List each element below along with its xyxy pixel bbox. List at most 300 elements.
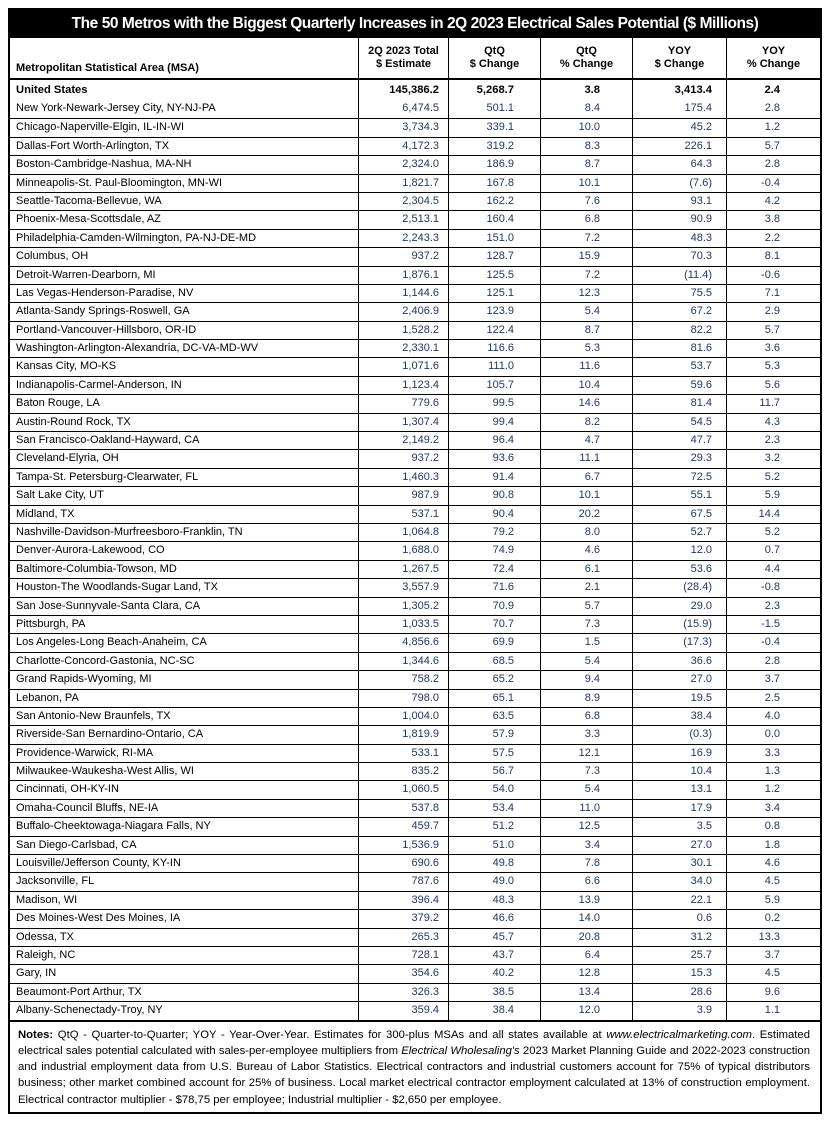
value-cell: 145,386.2 — [358, 80, 448, 100]
msa-cell: Detroit-Warren-Dearborn, MI — [16, 268, 156, 281]
value-cell: 70.9 — [448, 598, 540, 615]
value-cell: 1,821.7 — [358, 175, 448, 192]
msa-cell: Jacksonville, FL — [16, 875, 95, 888]
value-cell: 1,528.2 — [358, 322, 448, 339]
value-cell: 4,172.3 — [358, 138, 448, 155]
value-cell: 3.4 — [540, 837, 632, 854]
table-row — [10, 872, 820, 890]
value-cell: 2.8 — [726, 100, 820, 118]
value-cell: 8.9 — [540, 690, 632, 707]
value-cell: 1.1 — [726, 1002, 820, 1019]
value-cell: 7.3 — [540, 616, 632, 633]
value-cell: 10.4 — [632, 763, 726, 780]
value-cell: 59.6 — [632, 377, 726, 394]
value-cell: 1.2 — [726, 781, 820, 798]
table-row — [10, 762, 820, 780]
table-row — [10, 192, 820, 210]
table-row — [10, 321, 820, 339]
table-row — [10, 174, 820, 192]
column-header-total-estimate — [358, 38, 448, 78]
table-row — [10, 247, 820, 265]
value-cell: 54.5 — [632, 414, 726, 431]
value-cell: 7.1 — [726, 285, 820, 302]
value-cell: 1,060.5 — [358, 781, 448, 798]
value-cell: 5.7 — [726, 322, 820, 339]
value-cell: 14.6 — [540, 395, 632, 412]
value-cell: 3.7 — [726, 947, 820, 964]
value-cell: 10.1 — [540, 175, 632, 192]
value-cell: 1,071.6 — [358, 358, 448, 375]
value-cell: 5,268.7 — [448, 80, 540, 100]
value-cell: 90.4 — [448, 506, 540, 523]
value-cell: 116.6 — [448, 340, 540, 357]
value-cell: 8.4 — [540, 100, 632, 118]
value-cell: 5.7 — [726, 138, 820, 155]
value-cell: 69.9 — [448, 634, 540, 651]
value-cell: 79.2 — [448, 524, 540, 541]
table-row — [10, 100, 820, 118]
value-cell: 4.5 — [726, 965, 820, 982]
value-cell: 8.2 — [540, 414, 632, 431]
table-row — [10, 928, 820, 946]
table-row — [10, 302, 820, 320]
value-cell: 175.4 — [632, 100, 726, 118]
value-cell: 2.4 — [726, 80, 820, 100]
value-cell: 265.3 — [358, 929, 448, 946]
header-line: $ Estimate — [375, 58, 432, 70]
table-row — [10, 560, 820, 578]
value-cell: 68.5 — [448, 653, 540, 670]
value-cell: 1,305.2 — [358, 598, 448, 615]
msa-cell: Los Angeles-Long Beach-Anaheim, CA — [16, 636, 207, 649]
msa-cell: Philadelphia-Camden-Wilmington, PA-NJ-DE-MD — [16, 231, 257, 244]
value-cell: 2.1 — [540, 579, 632, 596]
value-cell: (17.3) — [632, 634, 726, 651]
value-cell: 3.7 — [726, 671, 820, 688]
table-row — [10, 707, 820, 725]
table-row — [10, 468, 820, 486]
value-cell: 71.6 — [448, 579, 540, 596]
value-cell: 2,304.5 — [358, 193, 448, 210]
value-cell: 11.6 — [540, 358, 632, 375]
value-cell: 319.2 — [448, 138, 540, 155]
table-row — [10, 376, 820, 394]
value-cell: 93.6 — [448, 450, 540, 467]
value-cell: 75.5 — [632, 285, 726, 302]
value-cell: 3.8 — [540, 80, 632, 100]
value-cell: 13.3 — [726, 929, 820, 946]
value-cell: 27.0 — [632, 837, 726, 854]
table-title: The 50 Metros with the Biggest Quarterly Increases in 2Q 2023 Electrical Sales Potential ($ Millions) — [10, 10, 820, 38]
msa-cell: United States — [16, 84, 88, 96]
table-row — [10, 983, 820, 1001]
value-cell: 53.6 — [632, 561, 726, 578]
value-cell: 0.2 — [726, 910, 820, 927]
value-cell: 52.7 — [632, 524, 726, 541]
value-cell: -0.4 — [726, 175, 820, 192]
table-row — [10, 744, 820, 762]
value-cell: 12.1 — [540, 745, 632, 762]
table-row — [10, 486, 820, 504]
table-row — [10, 578, 820, 596]
header-line: QtQ — [576, 44, 597, 57]
table-body — [10, 100, 820, 1020]
value-cell: 1.5 — [540, 634, 632, 651]
value-cell: 1.8 — [726, 837, 820, 854]
value-cell: 64.3 — [632, 156, 726, 173]
msa-cell: Madison, WI — [16, 893, 78, 906]
value-cell: 4.6 — [540, 542, 632, 559]
value-cell: 96.4 — [448, 432, 540, 449]
table-row — [10, 909, 820, 927]
msa-cell: Raleigh, NC — [16, 948, 76, 961]
value-cell: 14.4 — [726, 506, 820, 523]
notes-label: Notes: — [18, 1028, 54, 1041]
value-cell: 45.2 — [632, 119, 726, 136]
value-cell: 48.3 — [448, 892, 540, 909]
column-header-qtq-dollar-change — [448, 38, 540, 78]
header-line: % Change — [559, 58, 614, 70]
msa-cell: Buffalo-Cheektowaga-Niagara Falls, NY — [16, 820, 211, 833]
value-cell: 1,307.4 — [358, 414, 448, 431]
value-cell: 0.8 — [726, 818, 820, 835]
msa-cell: Nashville-Davidson-Murfreesboro-Franklin, TN — [16, 525, 243, 538]
value-cell: 4.5 — [726, 873, 820, 890]
msa-cell: Albany-Schenectady-Troy, NY — [16, 1004, 163, 1017]
value-cell: 937.2 — [358, 248, 448, 265]
notes-segment: 2023 Market Planning Guide and 2022-2023 construction and industrial employment data from U.S. Bureau of Labor Statistics. Electrical contractors and industrial customers account for 75% of typical distributors business; other market combined account for 25% of business. Local market electrical contractor employment calculated at 13% of construction employment. Electrical contractor multiplier - $78,75 per employee; Industrial multiplier - $2,650 per employee. — [18, 1044, 810, 1106]
value-cell: 54.0 — [448, 781, 540, 798]
value-cell: 5.3 — [726, 358, 820, 375]
value-cell: 55.1 — [632, 487, 726, 504]
msa-cell: San Francisco-Oakland-Hayward, CA — [16, 434, 200, 447]
value-cell: 1,819.9 — [358, 726, 448, 743]
value-cell: 3.8 — [726, 211, 820, 228]
summary-row-united-states — [10, 80, 820, 100]
value-cell: 2,324.0 — [358, 156, 448, 173]
value-cell: 122.4 — [448, 322, 540, 339]
value-cell: 16.9 — [632, 745, 726, 762]
msa-cell: Phoenix-Mesa-Scottsdale, AZ — [16, 213, 161, 226]
value-cell: 12.0 — [632, 542, 726, 559]
value-cell: 1,536.9 — [358, 837, 448, 854]
value-cell: 3.3 — [540, 726, 632, 743]
table-row — [10, 633, 820, 651]
value-cell: 43.7 — [448, 947, 540, 964]
value-cell: 0.7 — [726, 542, 820, 559]
value-cell: 0.0 — [726, 726, 820, 743]
table-row — [10, 799, 820, 817]
notes-segment: QtQ - Quarter-to-Quarter; YOY - Year-Over-Year. Estimates for 300-plus MSAs and all states available at — [53, 1028, 607, 1041]
value-cell: 5.4 — [540, 653, 632, 670]
value-cell: 36.6 — [632, 653, 726, 670]
value-cell: 91.4 — [448, 469, 540, 486]
metro-sales-table — [8, 8, 822, 1114]
value-cell: 90.8 — [448, 487, 540, 504]
value-cell: 28.6 — [632, 984, 726, 1001]
value-cell: 2,513.1 — [358, 211, 448, 228]
msa-cell: Indianapolis-Carmel-Anderson, IN — [16, 378, 182, 391]
table-header-row — [10, 38, 820, 80]
value-cell: 1,123.4 — [358, 377, 448, 394]
value-cell: 48.3 — [632, 230, 726, 247]
table-row — [10, 137, 820, 155]
value-cell: 2.8 — [726, 653, 820, 670]
value-cell: 379.2 — [358, 910, 448, 927]
value-cell: 15.9 — [540, 248, 632, 265]
msa-cell: Tampa-St. Petersburg-Clearwater, FL — [16, 470, 199, 483]
msa-cell: Las Vegas-Henderson-Paradise, NV — [16, 286, 194, 299]
value-cell: 8.7 — [540, 156, 632, 173]
value-cell: 6.6 — [540, 873, 632, 890]
value-cell: 7.3 — [540, 763, 632, 780]
value-cell: 758.2 — [358, 671, 448, 688]
msa-cell: Denver-Aurora-Lakewood, CO — [16, 544, 165, 557]
value-cell: 10.1 — [540, 487, 632, 504]
value-cell: 1,688.0 — [358, 542, 448, 559]
value-cell: 47.7 — [632, 432, 726, 449]
value-cell: 125.1 — [448, 285, 540, 302]
table-row — [10, 155, 820, 173]
value-cell: 15.3 — [632, 965, 726, 982]
table-row — [10, 689, 820, 707]
value-cell: 51.0 — [448, 837, 540, 854]
value-cell: 9.4 — [540, 671, 632, 688]
value-cell: 5.6 — [726, 377, 820, 394]
value-cell: 6.4 — [540, 947, 632, 964]
value-cell: 4,856.6 — [358, 634, 448, 651]
value-cell: 167.8 — [448, 175, 540, 192]
value-cell: 12.3 — [540, 285, 632, 302]
value-cell: 3.2 — [726, 450, 820, 467]
value-cell: 1,144.6 — [358, 285, 448, 302]
msa-cell: Columbus, OH — [16, 250, 89, 263]
value-cell: 38.4 — [448, 1002, 540, 1019]
value-cell: 5.2 — [726, 469, 820, 486]
value-cell: 19.5 — [632, 690, 726, 707]
value-cell: 3.6 — [726, 340, 820, 357]
value-cell: 2.8 — [726, 156, 820, 173]
value-cell: 31.2 — [632, 929, 726, 946]
value-cell: 128.7 — [448, 248, 540, 265]
value-cell: 3.5 — [632, 818, 726, 835]
msa-cell: Houston-The Woodlands-Sugar Land, TX — [16, 581, 218, 594]
value-cell: 1,267.5 — [358, 561, 448, 578]
value-cell: 8.7 — [540, 322, 632, 339]
value-cell: 6.1 — [540, 561, 632, 578]
value-cell: 10.0 — [540, 119, 632, 136]
value-cell: 835.2 — [358, 763, 448, 780]
table-row — [10, 449, 820, 467]
table-row — [10, 118, 820, 136]
value-cell: 27.0 — [632, 671, 726, 688]
value-cell: 4.2 — [726, 193, 820, 210]
value-cell: 90.9 — [632, 211, 726, 228]
value-cell: 151.0 — [448, 230, 540, 247]
value-cell: 20.2 — [540, 506, 632, 523]
value-cell: -0.6 — [726, 267, 820, 284]
value-cell: 13.1 — [632, 781, 726, 798]
value-cell: 5.4 — [540, 303, 632, 320]
value-cell: 22.1 — [632, 892, 726, 909]
value-cell: 3.9 — [632, 1002, 726, 1019]
value-cell: 501.1 — [448, 100, 540, 118]
table-row — [10, 780, 820, 798]
value-cell: 13.4 — [540, 984, 632, 1001]
msa-cell: Kansas City, MO-KS — [16, 360, 117, 373]
value-cell: 4.6 — [726, 855, 820, 872]
value-cell: 359.4 — [358, 1002, 448, 1019]
value-cell: 93.1 — [632, 193, 726, 210]
value-cell: 2.5 — [726, 690, 820, 707]
value-cell: 533.1 — [358, 745, 448, 762]
msa-cell: Des Moines-West Des Moines, IA — [16, 912, 181, 925]
value-cell: 9.6 — [726, 984, 820, 1001]
header-line: 2Q 2023 Total — [368, 44, 439, 57]
value-cell: 10.4 — [540, 377, 632, 394]
value-cell: 1.2 — [726, 119, 820, 136]
value-cell: 12.5 — [540, 818, 632, 835]
value-cell: 987.9 — [358, 487, 448, 504]
value-cell: 12.0 — [540, 1002, 632, 1019]
value-cell: 51.2 — [448, 818, 540, 835]
msa-cell: Gary, IN — [16, 967, 57, 980]
value-cell: 1,460.3 — [358, 469, 448, 486]
msa-cell: Riverside-San Bernardino-Ontario, CA — [16, 728, 204, 741]
msa-cell: Beaumont-Port Arthur, TX — [16, 985, 142, 998]
value-cell: 1,876.1 — [358, 267, 448, 284]
value-cell: 6.8 — [540, 708, 632, 725]
value-cell: 25.7 — [632, 947, 726, 964]
value-cell: 3.4 — [726, 800, 820, 817]
msa-cell: Pittsburgh, PA — [16, 617, 86, 630]
value-cell: 5.4 — [540, 781, 632, 798]
value-cell: 2.9 — [726, 303, 820, 320]
value-cell: 537.8 — [358, 800, 448, 817]
value-cell: 49.0 — [448, 873, 540, 890]
table-row — [10, 229, 820, 247]
table-row — [10, 431, 820, 449]
msa-cell: Atlanta-Sandy Springs-Roswell, GA — [16, 305, 190, 318]
value-cell: (7.6) — [632, 175, 726, 192]
value-cell: 160.4 — [448, 211, 540, 228]
value-cell: (11.4) — [632, 267, 726, 284]
header-line: $ Change — [654, 58, 705, 70]
value-cell: 13.9 — [540, 892, 632, 909]
value-cell: 14.0 — [540, 910, 632, 927]
table-row — [10, 964, 820, 982]
value-cell: (15.9) — [632, 616, 726, 633]
value-cell: 6,474.5 — [358, 100, 448, 118]
value-cell: 937.2 — [358, 450, 448, 467]
header-line: % Change — [746, 58, 801, 70]
value-cell: 728.1 — [358, 947, 448, 964]
value-cell: 459.7 — [358, 818, 448, 835]
value-cell: 7.6 — [540, 193, 632, 210]
table-row — [10, 836, 820, 854]
value-cell: 70.3 — [632, 248, 726, 265]
value-cell: 2,149.2 — [358, 432, 448, 449]
value-cell: 67.2 — [632, 303, 726, 320]
msa-cell: Baton Rouge, LA — [16, 397, 100, 410]
value-cell: 45.7 — [448, 929, 540, 946]
table-row — [10, 394, 820, 412]
value-cell: 226.1 — [632, 138, 726, 155]
value-cell: 4.0 — [726, 708, 820, 725]
table-row — [10, 670, 820, 688]
value-cell: 186.9 — [448, 156, 540, 173]
value-cell: 49.8 — [448, 855, 540, 872]
table-row — [10, 357, 820, 375]
value-cell: 63.5 — [448, 708, 540, 725]
msa-cell: Midland, TX — [16, 507, 75, 520]
value-cell: (0.3) — [632, 726, 726, 743]
table-row — [10, 854, 820, 872]
msa-cell: San Diego-Carlsbad, CA — [16, 838, 137, 851]
table-row — [10, 266, 820, 284]
value-cell: 11.0 — [540, 800, 632, 817]
value-cell: 396.4 — [358, 892, 448, 909]
value-cell: 38.5 — [448, 984, 540, 1001]
value-cell: 105.7 — [448, 377, 540, 394]
msa-cell: Lebanon, PA — [16, 691, 79, 704]
value-cell: 72.4 — [448, 561, 540, 578]
value-cell: 354.6 — [358, 965, 448, 982]
value-cell: 779.6 — [358, 395, 448, 412]
msa-cell: New York-Newark-Jersey City, NY-NJ-PA — [16, 102, 216, 114]
value-cell: 99.4 — [448, 414, 540, 431]
value-cell: (28.4) — [632, 579, 726, 596]
value-cell: 57.9 — [448, 726, 540, 743]
value-cell: 339.1 — [448, 119, 540, 136]
table-row — [10, 210, 820, 228]
value-cell: 787.6 — [358, 873, 448, 890]
value-cell: 8.0 — [540, 524, 632, 541]
value-cell: 326.3 — [358, 984, 448, 1001]
value-cell: -1.5 — [726, 616, 820, 633]
msa-cell: Odessa, TX — [16, 930, 74, 943]
msa-cell: Portland-Vancouver-Hillsboro, OR-ID — [16, 323, 197, 336]
value-cell: 1,033.5 — [358, 616, 448, 633]
header-line: YOY — [667, 44, 692, 57]
value-cell: 3,557.9 — [358, 579, 448, 596]
value-cell: 4.4 — [726, 561, 820, 578]
msa-cell: Boston-Cambridge-Nashua, MA-NH — [16, 158, 192, 171]
value-cell: 17.9 — [632, 800, 726, 817]
table-row — [10, 413, 820, 431]
value-cell: 81.4 — [632, 395, 726, 412]
column-header-msa: Metropolitan Statistical Area (MSA) — [16, 62, 199, 74]
value-cell: 65.2 — [448, 671, 540, 688]
value-cell: 53.7 — [632, 358, 726, 375]
table-row — [10, 597, 820, 615]
value-cell: 4.3 — [726, 414, 820, 431]
value-cell: 8.1 — [726, 248, 820, 265]
table-row — [10, 1001, 820, 1019]
value-cell: 0.6 — [632, 910, 726, 927]
table-row — [10, 652, 820, 670]
value-cell: 537.1 — [358, 506, 448, 523]
value-cell: 690.6 — [358, 855, 448, 872]
value-cell: 5.7 — [540, 598, 632, 615]
table-row — [10, 725, 820, 743]
value-cell: 6.8 — [540, 211, 632, 228]
value-cell: 6.7 — [540, 469, 632, 486]
value-cell: 2,406.9 — [358, 303, 448, 320]
msa-cell: Washington-Arlington-Alexandria, DC-VA-MD-WV — [16, 342, 259, 355]
msa-cell: Louisville/Jefferson County, KY-IN — [16, 857, 181, 870]
value-cell: 4.7 — [540, 432, 632, 449]
